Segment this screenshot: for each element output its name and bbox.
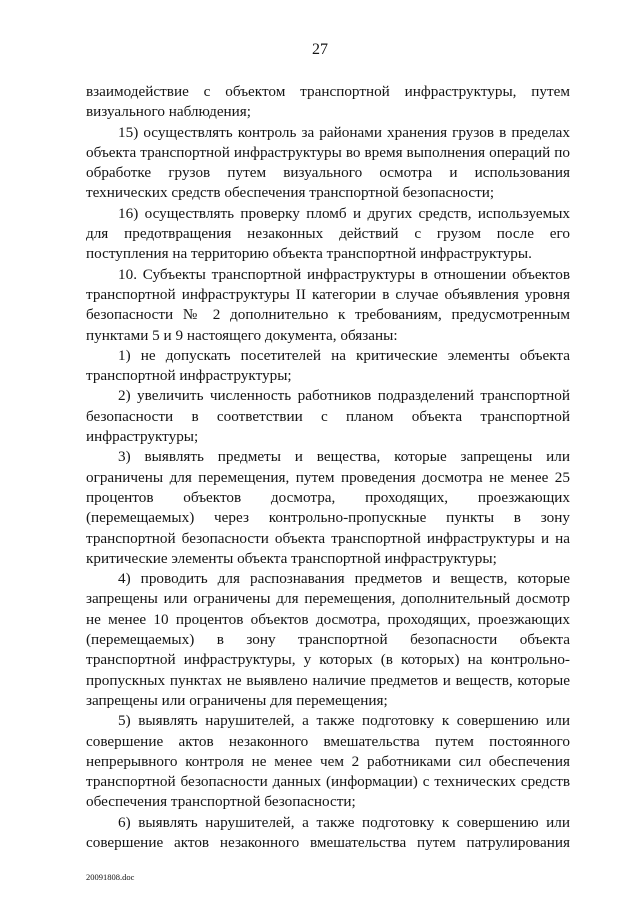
page-number: 27 — [312, 41, 328, 58]
list-item-6: 6) выявлять нарушителей, а также подготовку к совершению или совершение актов незаконного вмешательства путем патрулирования — [86, 813, 570, 851]
list-item-1: 1) не допускать посетителей на критические элементы объекта транспортной инфраструктуры; — [86, 346, 570, 385]
document-body — [86, 82, 570, 853]
clause-10: 10. Субъекты транспортной инфраструктуры в отношении объектов транспортной инфраструктуры II категории в случае объявления уровня безопасности № 2 дополнительно к требованиям, предусмотренным пунктами 5 и 9 настоящего документа, обязаны: — [86, 265, 570, 344]
list-item-3: 3) выявлять предметы и вещества, которые запрещены или ограничены для перемещения, путем проведения досмотра не менее 25 процентов объектов досмотра, проходящих, проезжающих (перемещаемых) через контрольно-пропускные пункты в зону транспортной безопасности объекта транспортной инфраструктуры и на критические элементы объекта транспортной инфраструктуры; — [86, 448, 570, 567]
list-item-4: 4) проводить для распознавания предметов и веществ, которые запрещены или ограничены для перемещения, дополнительный досмотр не менее 10 процентов объектов досмотра, проходящих, проезжающих (перемещаемых) в зону транспортной безопасности объекта транспортной инфраструктуры, у которых (в которых) на контрольно-пропускных пунктах не выявлено наличие предметов и веществ, которые запрещены или ограничены для перемещения; — [86, 570, 570, 709]
list-item-2: 2) увеличить численность работников подразделений транспортной безопасности в соответствии с планом объекта транспортной инфраструктуры; — [86, 387, 570, 446]
footer-filename: 20091808.doc — [86, 872, 135, 882]
list-item-16: 16) осуществлять проверку пломб и других средств, используемых для предотвращения незаконных действий с грузом после его поступления на территорию объекта транспортной инфраструктуры. — [86, 204, 570, 263]
list-item-5: 5) выявлять нарушителей, а также подготовку к совершению или совершение актов незаконного вмешательства путем постоянного непрерывного контроля не менее чем 2 работниками сил обеспечения транспортной безопасности данных (информации) с технических средств обеспечения транспортной безопасности; — [86, 712, 570, 811]
list-item-15: 15) осуществлять контроль за районами хранения грузов в пределах объекта транспортной инфраструктуры во время выполнения операций по обработке грузов путем визуального осмотра и использования технических средств обеспечения транспортной безопасности; — [86, 123, 570, 202]
paragraph-continuation: взаимодействие с объектом транспортной инфраструктуры, путем визуального наблюдения; — [86, 83, 570, 121]
